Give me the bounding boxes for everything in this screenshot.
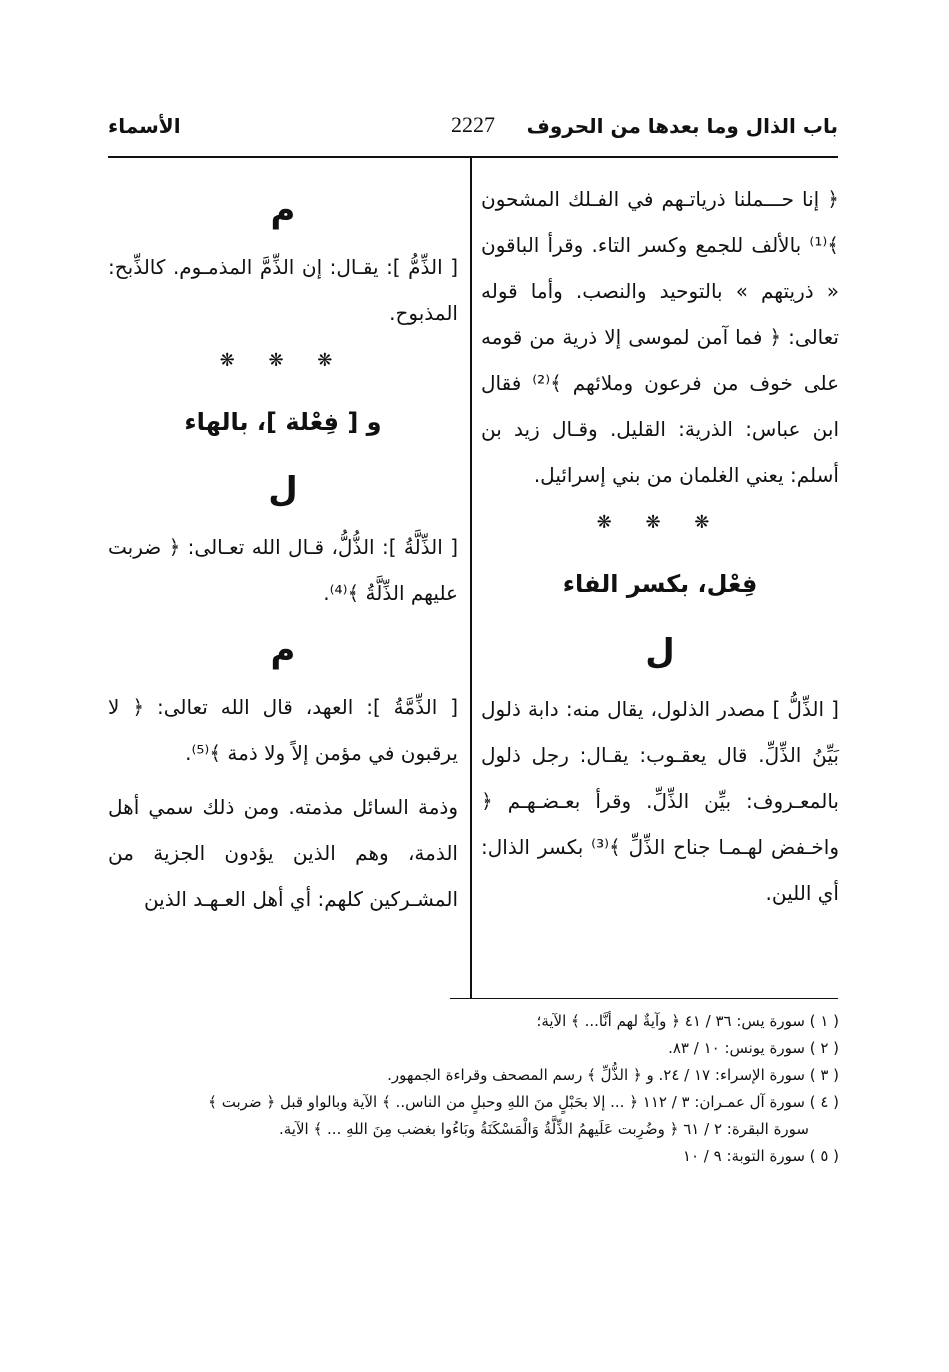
right-column — [481, 176, 839, 916]
footnote: ( ٤ ) سورة آل عمـران: ٣ / ١١٢ ﴿ ... إلا بحَبْلٍ منَ اللهِ وحبلٍ من الناس.. ﴾ الآية وبالواو قبل ﴿ ضربت ﴾ — [208, 1093, 839, 1111]
page-number: 2227 — [451, 112, 495, 137]
footnote: ( ٣ ) سورة الإسراء: ١٧ / ٢٤. و ﴿ الذُّلِّ ﴾ رسم المصحف وقراءة الجمهور. — [387, 1066, 839, 1084]
stars-separator: ❋ ❋ ❋ — [219, 350, 347, 371]
left-paragraph-4: وذمة السائل مذمته. ومن ذلك سمي أهل الذمة، وهم الذين يؤدون الجزية من المشـركين كلهم: أي أهل العـهـد الذين — [108, 795, 458, 911]
footnote: ( ٢ ) سورة يونس: ١٠ / ٨٣. — [668, 1039, 839, 1057]
footnote-continuation: سورة البقرة: ٢ / ٦١ ﴿ وضُرِبت عَلَيهمُ الذِّلَّةُ وَالْمَسْكَنَةُ وبَاءُوا بغضب مِنَ اللهِ ... ﴾ الآية. — [279, 1120, 809, 1138]
section-heading: فِعْل، بكسر الفاء — [562, 570, 758, 598]
section-title: الأسماء — [108, 114, 181, 138]
footnote-rule — [450, 998, 838, 999]
left-column — [108, 176, 458, 922]
right-paragraph-2: [ الذِّلُّ ] مصدر الذلول، يقال منه: دابة ذلول بَيِّنُ الذِّلِّ. قال يعقـوب: يقـال: رجل ذلول بالمعـروف: بيِّن الذِّلِّ. وقرأ بعـضـهـم ﴿ واخـفض لهـمـا جناح الذِّلِّ ﴾⁽³⁾ بكسر الذال: أي اللين. — [481, 697, 840, 905]
page-header — [108, 112, 838, 158]
section-heading: و [ فِعْلة ]، بالهاء — [184, 408, 382, 436]
right-paragraph-1: ﴿ إنا حـــملنا ذرياتـهم في الفـلك المشحون ﴾⁽¹⁾ بالألف للجمع وكسر التاء. وقرأ الباقون « ذريتهم » بالتوحيد والنصب. وأما قوله تعالى: ﴿ فما آمن لموسى إلا ذرية من قومه على خوف من فرعون وملائهم ﴾⁽²⁾ فقال ابن عباس: الذرية: القليل. وقـال زيد بن أسلم: يعني الغلمان من بني إسرائيل. — [481, 187, 839, 487]
chapter-title: باب الذال وما بعدها من الحروف — [526, 114, 838, 138]
letter-heading: م — [270, 190, 296, 230]
letter-heading: م — [270, 630, 296, 670]
left-paragraph-1: [ الذِّمُّ ]: يقـال: إن الذِّمَّ المذمـوم. كالذِّبح: المذبوح. — [108, 255, 458, 325]
letter-heading: ل — [268, 470, 298, 510]
footnote: ( ٥ ) سورة التوبة: ٩ / ١٠ — [682, 1147, 839, 1165]
footnote: ( ١ ) سورة يس: ٣٦ / ٤١ ﴿ وآيةٌ لهم أنَّا... ﴾ الآية؛ — [536, 1012, 839, 1030]
left-paragraph-2: [ الذِّلَّةُ ]: الذُّلُّ، قـال الله تعـالى: ﴿ ضربت عليهم الذِّلَّةُ ﴾⁽⁴⁾. — [108, 535, 458, 605]
column-divider — [470, 158, 472, 998]
stars-separator: ❋ ❋ ❋ — [596, 512, 724, 533]
left-paragraph-3: [ الذِّمَّةُ ]: العهد، قال الله تعالى: ﴿ لا يرقبون في مؤمن إلاً ولا ذمة ﴾⁽⁵⁾. — [108, 695, 458, 765]
letter-heading: ل — [645, 632, 675, 672]
footnotes — [109, 1008, 839, 1170]
